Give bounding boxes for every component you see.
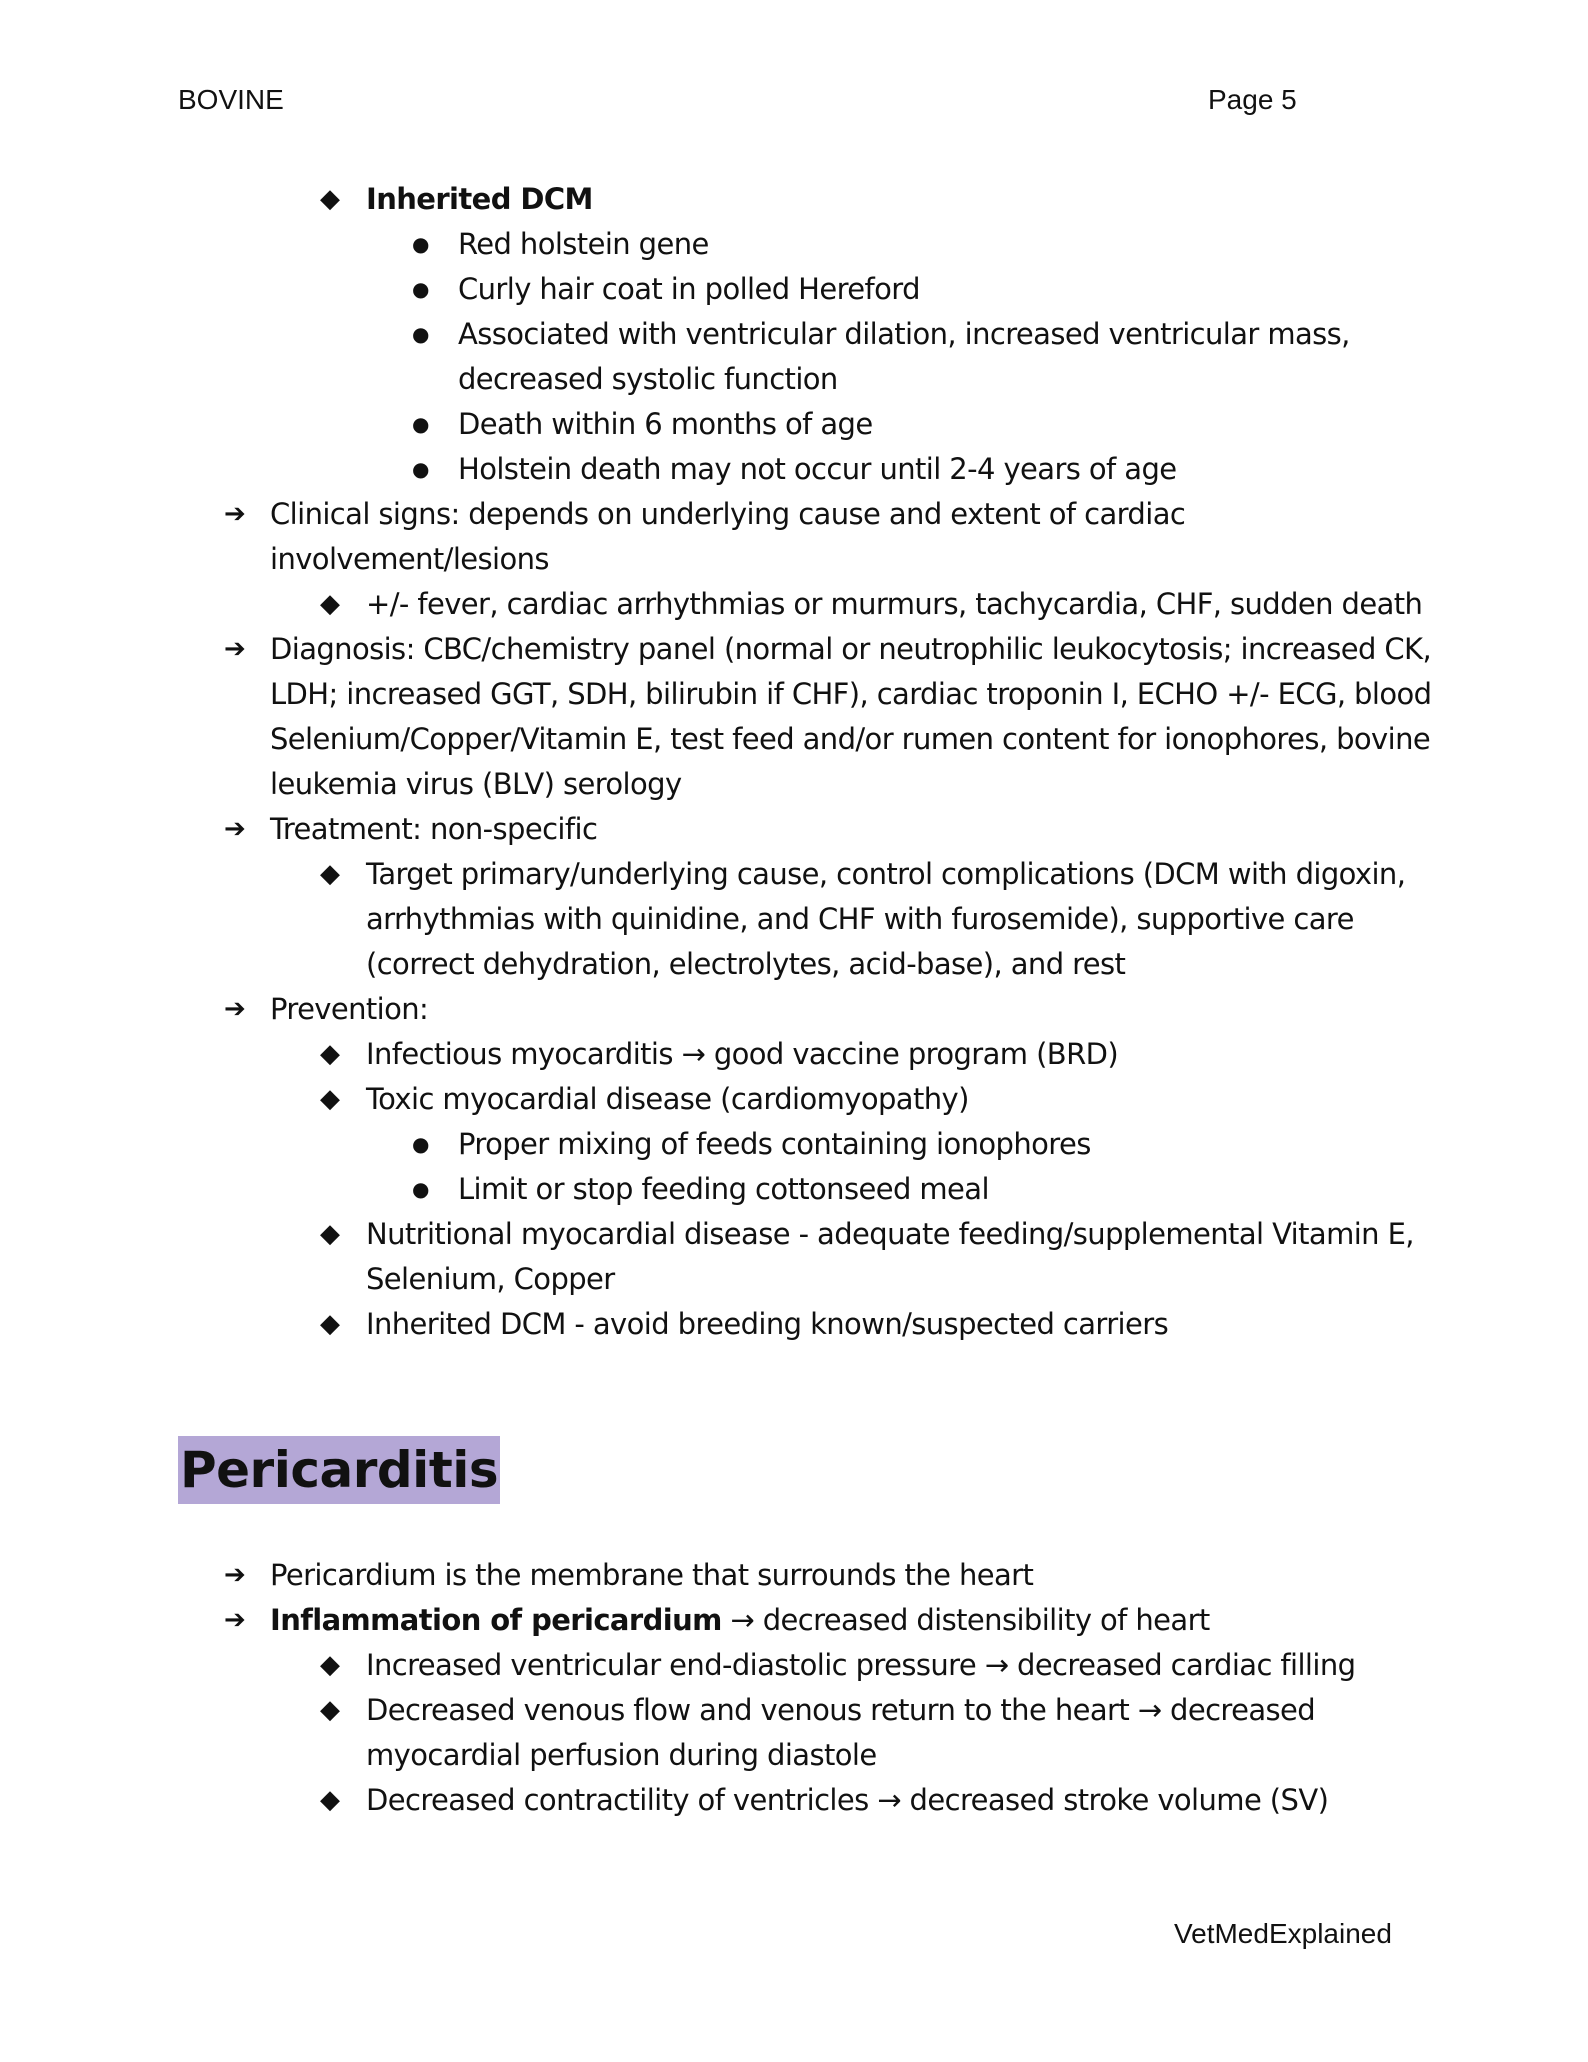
diamond-bullet-icon: ◆ (320, 1309, 340, 1339)
round-bullet-icon: ● (412, 277, 430, 301)
diamond-bullet-icon: ◆ (320, 1650, 340, 1680)
round-bullet-icon: ● (412, 457, 430, 481)
arrow-bullet-icon: ➔ (224, 1560, 246, 1590)
list-item-continuation: decreased systolic function (458, 362, 838, 396)
list-item: Curly hair coat in polled Hereford (458, 272, 920, 306)
round-bullet-icon: ● (412, 1177, 430, 1201)
diagnosis-line: Diagnosis: CBC/chemistry panel (normal or neutrophilic leukocytosis; increased CK, (270, 632, 1432, 666)
arrow-bullet-icon: ➔ (224, 634, 246, 664)
pericarditis-effect: Decreased contractility of ventricles → decreased stroke volume (SV) (366, 1783, 1329, 1817)
diamond-bullet-icon: ◆ (320, 1785, 340, 1815)
diagnosis-line: leukemia virus (BLV) serology (270, 767, 682, 801)
arrow-bullet-icon: ➔ (224, 499, 246, 529)
footer-brand: VetMedExplained (1174, 1918, 1392, 1949)
inherited-dcm-heading: Inherited DCM (366, 182, 593, 216)
round-bullet-icon: ● (412, 412, 430, 436)
diamond-bullet-icon: ◆ (320, 1219, 340, 1249)
arrow-bullet-icon: ➔ (224, 994, 246, 1024)
list-item: Death within 6 months of age (458, 407, 873, 441)
document-header-title: BOVINE (178, 84, 284, 115)
clinical-signs-line: involvement/lesions (270, 542, 549, 576)
diamond-bullet-icon: ◆ (320, 859, 340, 889)
page-number: Page 5 (1208, 84, 1297, 115)
inflammation-bold-term: Inflammation of pericardium (270, 1603, 722, 1637)
diagnosis-line: LDH; increased GGT, SDH, bilirubin if CHF), cardiac troponin I, ECHO +/- ECG, blood (270, 677, 1432, 711)
prevention-infectious: Infectious myocarditis → good vaccine program (BRD) (366, 1037, 1119, 1071)
diamond-bullet-icon: ◆ (320, 589, 340, 619)
pericarditis-effect: Decreased venous flow and venous return to the heart → decreased (366, 1693, 1316, 1727)
prevention-heading: Prevention: (270, 992, 429, 1026)
treatment-detail-line: arrhythmias with quinidine, and CHF with furosemide), supportive care (366, 902, 1354, 936)
prevention-nutritional: Nutritional myocardial disease - adequate feeding/supplemental Vitamin E, (366, 1217, 1414, 1251)
round-bullet-icon: ● (412, 232, 430, 256)
diamond-bullet-icon: ◆ (320, 1695, 340, 1725)
diagnosis-line: Selenium/Copper/Vitamin E, test feed and/or rumen content for ionophores, bovine (270, 722, 1431, 756)
list-item: Limit or stop feeding cottonseed meal (458, 1172, 989, 1206)
treatment-heading: Treatment: non-specific (270, 812, 598, 846)
pericarditis-effect-continuation: myocardial perfusion during diastole (366, 1738, 877, 1772)
pericardium-definition: Pericardium is the membrane that surrounds the heart (270, 1558, 1034, 1592)
prevention-toxic: Toxic myocardial disease (cardiomyopathy) (366, 1082, 969, 1116)
diamond-bullet-icon: ◆ (320, 1084, 340, 1114)
list-item: Proper mixing of feeds containing ionophores (458, 1127, 1091, 1161)
section-heading-pericarditis: Pericarditis (178, 1436, 500, 1504)
arrow-bullet-icon: ➔ (224, 814, 246, 844)
round-bullet-icon: ● (412, 322, 430, 346)
inflammation-consequence: → decreased distensibility of heart (721, 1603, 1210, 1637)
clinical-signs-line: Clinical signs: depends on underlying cause and extent of cardiac (270, 497, 1186, 531)
treatment-detail-line: Target primary/underlying cause, control complications (DCM with digoxin, (366, 857, 1406, 891)
diamond-bullet-icon: ◆ (320, 184, 340, 214)
pericarditis-effect: Increased ventricular end-diastolic pressure → decreased cardiac filling (366, 1648, 1356, 1682)
list-item: Associated with ventricular dilation, increased ventricular mass, (458, 317, 1350, 351)
diamond-bullet-icon: ◆ (320, 1039, 340, 1069)
inflammation-line (270, 1603, 1210, 1637)
treatment-detail-line: (correct dehydration, electrolytes, acid-base), and rest (366, 947, 1126, 981)
list-item: Red holstein gene (458, 227, 709, 261)
arrow-bullet-icon: ➔ (224, 1605, 246, 1635)
prevention-nutritional: Selenium, Copper (366, 1262, 615, 1296)
clinical-signs-detail: +/- fever, cardiac arrhythmias or murmurs, tachycardia, CHF, sudden death (366, 587, 1423, 621)
round-bullet-icon: ● (412, 1132, 430, 1156)
list-item: Holstein death may not occur until 2-4 years of age (458, 452, 1177, 486)
prevention-inherited: Inherited DCM - avoid breeding known/suspected carriers (366, 1307, 1169, 1341)
